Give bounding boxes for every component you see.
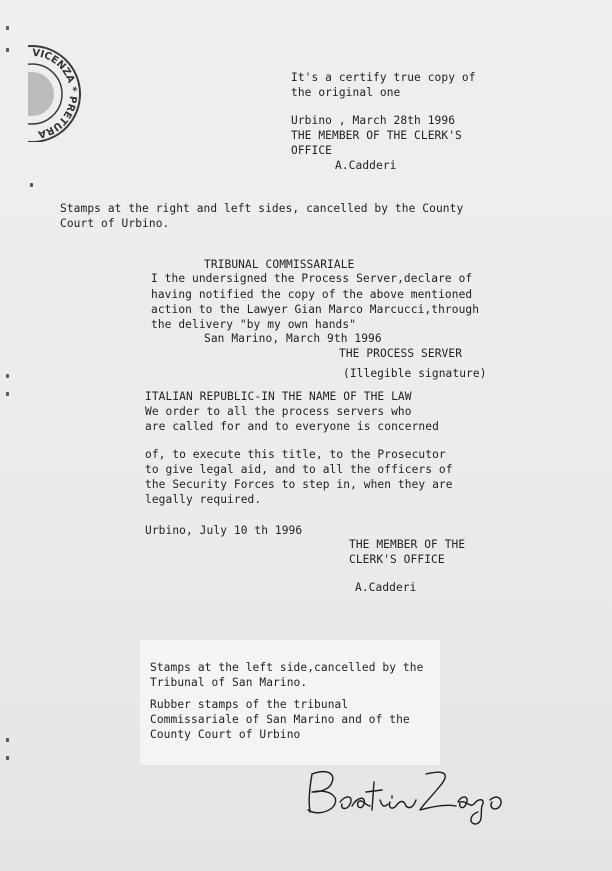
order-line: legally required. [145, 493, 262, 506]
cert-line2: the original one [291, 86, 401, 99]
order-line: to give legal aid, and to all the officers of [145, 463, 453, 476]
tribunal-line: the delivery "by my own hands" [151, 318, 357, 331]
order-office2: CLERK'S OFFICE [349, 553, 445, 566]
margin-mark [6, 374, 9, 378]
margin-mark [6, 26, 9, 30]
bottom-line: County Court of Urbino [150, 728, 301, 741]
bottom-line: Tribunal of San Marino. [150, 676, 308, 689]
stamps-note-line2: Court of Urbino. [60, 217, 170, 230]
tribunal-heading: TRIBUNAL COMMISSARIALE [204, 258, 355, 271]
bottom-line: Stamps at the left side,cancelled by the [150, 661, 424, 674]
cert-place-date: Urbino , March 28th 1996 [291, 114, 456, 127]
tribunal-line: having notified the copy of the above mentioned [151, 288, 473, 301]
cert-line1: It's a certify true copy of [291, 71, 476, 84]
cert-name: A.Cadderi [335, 159, 397, 172]
order-line: We order to all the process servers who [145, 405, 412, 418]
order-place-date: Urbino, July 10 th 1996 [145, 524, 303, 537]
bottom-line: Commissariale of San Marino and of the [150, 713, 410, 726]
handwritten-signature [300, 760, 510, 834]
tribunal-role: THE PROCESS SERVER [339, 347, 463, 360]
order-office1: THE MEMBER OF THE [349, 538, 466, 551]
court-seal-stamp [28, 42, 84, 142]
order-line: ITALIAN REPUBLIC-IN THE NAME OF THE LAW [145, 390, 412, 403]
cert-office2: OFFICE [291, 144, 333, 157]
cert-office1: THE MEMBER OF THE CLERK'S [291, 129, 462, 142]
margin-mark [30, 183, 33, 187]
tribunal-line: action to the Lawyer Gian Marco Marcucci,through [151, 303, 480, 316]
tribunal-place-date: San Marino, March 9th 1996 [204, 332, 382, 345]
tribunal-signature-note: (Illegible signature) [343, 367, 487, 380]
bottom-line: Rubber stamps of the tribunal [150, 698, 349, 711]
margin-mark [6, 738, 9, 742]
order-line: are called for and to everyone is concerned [145, 420, 439, 433]
margin-mark [6, 48, 9, 52]
order-name: A.Cadderi [355, 581, 417, 594]
stamps-note-line1: Stamps at the right and left sides, cancelled by the County [60, 202, 464, 215]
margin-mark [6, 392, 9, 396]
order-line: the Security Forces to step in, when they are [145, 478, 453, 491]
order-line: of, to execute this title, to the Prosecutor [145, 448, 446, 461]
tribunal-line: I the undersigned the Process Server,declare of [151, 272, 473, 285]
seal-text: VICENZA * PRETURA [31, 47, 79, 140]
margin-mark [6, 756, 9, 760]
